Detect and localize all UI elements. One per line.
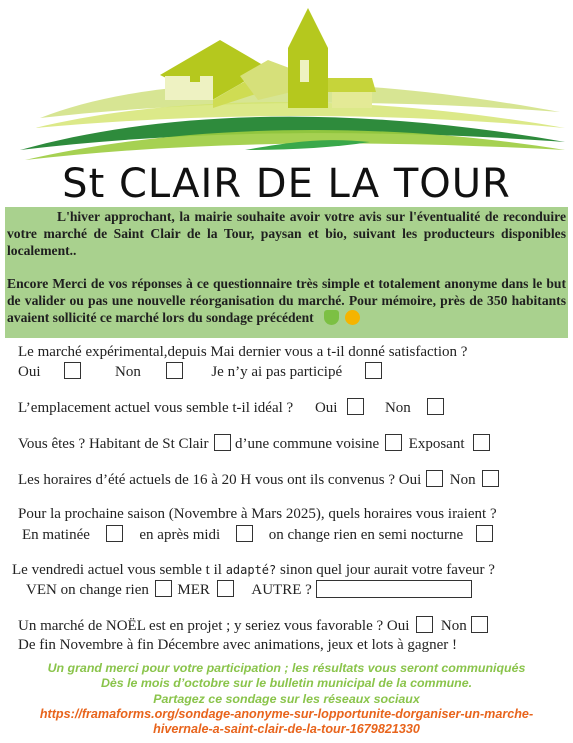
q4-text: Les horaires d’été actuels de 16 à 20 H vous ont ils convenus ? <box>18 472 395 488</box>
q6-option-autre-label: AUTRE ? <box>251 582 312 598</box>
intro-box <box>5 207 568 338</box>
q6-text-b: sinon quel jour aurait votre faveur ? <box>280 562 495 578</box>
q6-option-mer-label: MER <box>177 582 210 598</box>
q2-option-oui-label: Oui <box>314 400 338 416</box>
q1-option-jnp-label: Je n’y ai pas participé <box>211 364 343 380</box>
q5-option-apresmidi-label: en après midi <box>139 527 221 543</box>
footer-thanks: Un grand merci pour votre participation ; les résultats vous seront communiqués <box>47 661 526 675</box>
q4-option-oui-label: Oui <box>398 472 422 488</box>
q4-oui-checkbox[interactable] <box>426 470 443 487</box>
q1-oui-checkbox[interactable] <box>64 362 81 379</box>
q6-option-ven-label: VEN on change rien <box>26 582 149 598</box>
q1-jnp-checkbox[interactable] <box>365 362 382 379</box>
q4-row <box>18 470 499 489</box>
q5-option-matinee-label: En matinée <box>22 527 90 543</box>
intro-paragraph-2 <box>7 275 566 326</box>
q5-options <box>22 525 493 544</box>
survey-link-line-1[interactable]: https://framaforms.org/sondage-anonyme-sur-lopportunite-dorganiser-un-marche- <box>39 707 534 721</box>
q6-text-mono: adapté? <box>225 563 277 577</box>
q4-non-checkbox[interactable] <box>482 470 499 487</box>
q1-option-non-label: Non <box>115 364 141 380</box>
q3-text: Vous êtes ? Habitant de St Clair <box>18 436 209 452</box>
town-title: St CLAIR DE LA TOUR <box>62 161 511 207</box>
q5-text: Pour la prochaine saison (Novembre à Mars 2025), quels horaires vous iraient ? <box>18 506 497 522</box>
footer-bulletin: Dès le mois d’octobre sur le bulletin municipal de la commune. <box>100 676 473 690</box>
intro-paragraph-1: L'hiver approchant, la mairie souhaite avoir votre avis sur l'éventualité de reconduire votre marché de Saint Clair de la Tour, paysan et bio, suivant les producteurs disponibles localement.. <box>7 209 566 258</box>
q7-row <box>18 616 488 635</box>
q2-oui-checkbox[interactable] <box>347 398 364 415</box>
survey-link-line-2[interactable]: hivernale-a-saint-clair-de-la-tour-1679821330 <box>153 722 420 736</box>
q6-mer-checkbox[interactable] <box>217 580 234 597</box>
green-heart-icon <box>324 310 339 325</box>
q5-option-nocturne-label: on change rien en semi nocturne <box>268 527 464 543</box>
footer-share: Partagez ce sondage sur les réseaux sociaux <box>153 692 420 706</box>
q5-matinee-checkbox[interactable] <box>106 525 123 542</box>
q3-option-voisine-label: d’une commune voisine <box>235 436 380 452</box>
q7-text: Un marché de NOËL est en projet ; y seriez vous favorable ? <box>18 618 384 634</box>
q3-habitant-checkbox[interactable] <box>214 434 231 451</box>
intro-paragraph-2-text: Encore Merci de vos réponses à ce questionnaire très simple et totalement anonyme dans le but de valider ou pas une nouvelle réorganisation du marché. Pour mémoire, près de 350 habitants avaient sollicité ce marché lors du sondage précédent <box>7 276 566 325</box>
q1-options <box>18 362 382 381</box>
q6-ven-checkbox[interactable] <box>155 580 172 597</box>
q5-nocturne-checkbox[interactable] <box>476 525 493 542</box>
q6-options <box>26 580 472 599</box>
q1-option-oui-label: Oui <box>18 364 41 380</box>
q6-autre-input[interactable] <box>316 580 472 598</box>
thumbs-up-icon <box>345 310 360 325</box>
q4-option-non-label: Non <box>449 472 476 488</box>
q7-option-non-label: Non <box>440 618 467 634</box>
q2-text: L’emplacement actuel vous semble t-il idéal ? <box>18 400 294 416</box>
q2-option-non-label: Non <box>384 400 411 416</box>
q2-non-checkbox[interactable] <box>427 398 444 415</box>
q7-option-oui-label: Oui <box>386 618 410 634</box>
q3-option-exposant-label: Exposant <box>408 436 465 452</box>
q7-oui-checkbox[interactable] <box>416 616 433 633</box>
q6-text-a: Le vendredi actuel vous semble t il <box>12 562 222 578</box>
q3-voisine-checkbox[interactable] <box>385 434 402 451</box>
q1-text: Le marché expérimental,depuis Mai dernier vous a t-il donné satisfaction ? <box>18 344 468 360</box>
q5-apresmidi-checkbox[interactable] <box>236 525 253 542</box>
q3-row <box>18 434 490 453</box>
q7-note: De fin Novembre à fin Décembre avec animations, jeux et lots à gagner ! <box>18 637 457 653</box>
q7-non-checkbox[interactable] <box>471 616 488 633</box>
q3-exposant-checkbox[interactable] <box>473 434 490 451</box>
q2-row <box>18 398 444 417</box>
q6-text <box>12 561 495 579</box>
q1-non-checkbox[interactable] <box>166 362 183 379</box>
